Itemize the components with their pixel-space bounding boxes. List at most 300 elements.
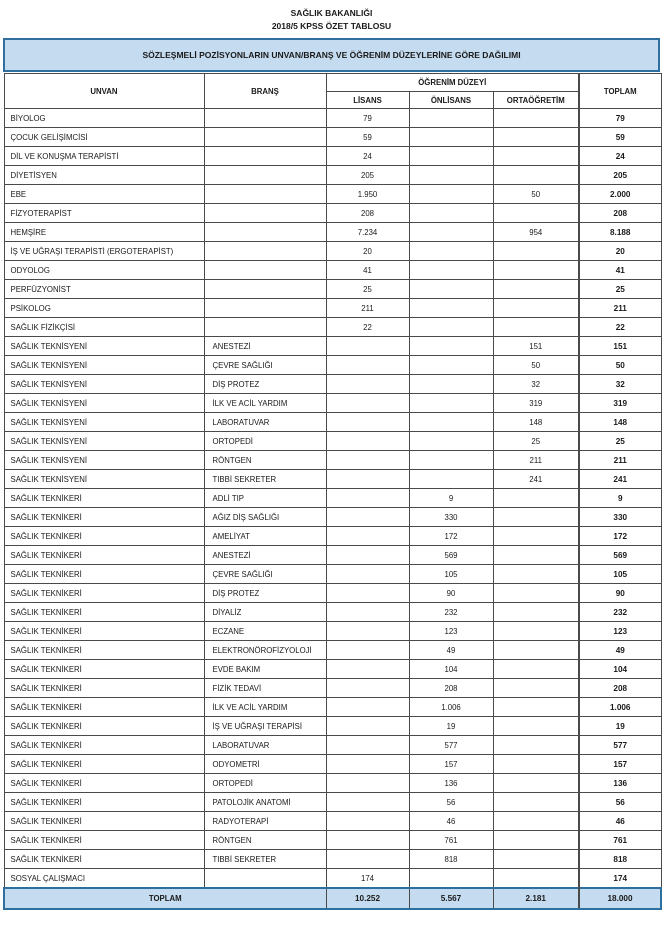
cell-lisans — [326, 489, 409, 508]
cell-unvan: ODYOLOG — [4, 261, 204, 280]
cell-onlisans: 19 — [409, 717, 493, 736]
table-row — [4, 299, 661, 318]
cell-brans — [204, 223, 326, 242]
table-row — [4, 736, 661, 755]
table-row — [4, 280, 661, 299]
cell-onlisans — [409, 223, 493, 242]
cell-ortaogretim — [493, 280, 579, 299]
table-row — [4, 356, 661, 375]
cell-brans — [204, 166, 326, 185]
cell-ortaogretim: 319 — [493, 394, 579, 413]
table-row — [4, 774, 661, 793]
table-row — [4, 812, 661, 831]
cell-toplam: 319 — [579, 394, 661, 413]
table-row — [4, 166, 661, 185]
cell-unvan: SAĞLIK TEKNİKERİ — [4, 584, 204, 603]
cell-ortaogretim — [493, 508, 579, 527]
cell-lisans: 1.950 — [326, 185, 409, 204]
cell-toplam: 205 — [579, 166, 661, 185]
cell-onlisans: 90 — [409, 584, 493, 603]
table-row — [4, 261, 661, 280]
cell-toplam: 577 — [579, 736, 661, 755]
column-header-brans: BRANŞ — [204, 74, 326, 109]
cell-unvan: SAĞLIK TEKNİKERİ — [4, 622, 204, 641]
cell-brans: FİZİK TEDAVİ — [204, 679, 326, 698]
cell-brans: DİŞ PROTEZ — [204, 375, 326, 394]
table-row — [4, 831, 661, 850]
cell-ortaogretim: 50 — [493, 356, 579, 375]
cell-unvan: PERFÜZYONİST — [4, 280, 204, 299]
cell-onlisans: 818 — [409, 850, 493, 869]
cell-brans — [204, 109, 326, 128]
cell-unvan: FİZYOTERAPİST — [4, 204, 204, 223]
column-header-unvan: UNVAN — [4, 74, 204, 109]
cell-unvan: SAĞLIK TEKNİKERİ — [4, 850, 204, 869]
cell-ortaogretim — [493, 603, 579, 622]
cell-onlisans — [409, 109, 493, 128]
cell-brans — [204, 147, 326, 166]
cell-brans — [204, 185, 326, 204]
cell-unvan: BİYOLOG — [4, 109, 204, 128]
cell-brans — [204, 869, 326, 889]
cell-unvan: SAĞLIK TEKNİKERİ — [4, 565, 204, 584]
cell-unvan: SAĞLIK TEKNİKERİ — [4, 679, 204, 698]
cell-toplam: 1.006 — [579, 698, 661, 717]
cell-unvan: SAĞLIK TEKNİSYENİ — [4, 432, 204, 451]
cell-unvan: SAĞLIK TEKNİKERİ — [4, 831, 204, 850]
cell-ortaogretim — [493, 622, 579, 641]
cell-brans: İLK VE ACİL YARDIM — [204, 698, 326, 717]
cell-unvan: SAĞLIK TEKNİKERİ — [4, 660, 204, 679]
cell-lisans: 41 — [326, 261, 409, 280]
cell-onlisans — [409, 147, 493, 166]
cell-toplam: 232 — [579, 603, 661, 622]
cell-unvan: İŞ VE UĞRAŞI TERAPİSTİ (ERGOTERAPİST) — [4, 242, 204, 261]
cell-ortaogretim — [493, 527, 579, 546]
cell-unvan: SAĞLIK TEKNİSYENİ — [4, 394, 204, 413]
cell-onlisans — [409, 280, 493, 299]
column-header-ortaogretim: ORTAÖĞRETİM — [493, 92, 579, 109]
cell-onlisans: 761 — [409, 831, 493, 850]
cell-lisans — [326, 603, 409, 622]
table-row — [4, 204, 661, 223]
cell-lisans — [326, 584, 409, 603]
table-title: 2018/5 KPSS ÖZET TABLOSU — [271, 21, 392, 31]
column-header-lisans: LİSANS — [326, 92, 409, 109]
table-row — [4, 584, 661, 603]
cell-toplam: 79 — [579, 109, 661, 128]
cell-toplam: 818 — [579, 850, 661, 869]
cell-toplam: 208 — [579, 679, 661, 698]
cell-ortaogretim — [493, 299, 579, 318]
cell-brans: ORTOPEDİ — [204, 432, 326, 451]
cell-lisans — [326, 508, 409, 527]
cell-brans: ANESTEZİ — [204, 546, 326, 565]
cell-lisans: 79 — [326, 109, 409, 128]
cell-brans — [204, 204, 326, 223]
cell-lisans — [326, 356, 409, 375]
table-row — [4, 318, 661, 337]
cell-lisans — [326, 470, 409, 489]
summary-sheet — [3, 3, 660, 910]
cell-ortaogretim — [493, 698, 579, 717]
column-header-onlisans: ÖNLİSANS — [409, 92, 493, 109]
cell-toplam: 59 — [579, 128, 661, 147]
cell-ortaogretim — [493, 166, 579, 185]
cell-onlisans — [409, 337, 493, 356]
cell-brans — [204, 280, 326, 299]
cell-onlisans: 208 — [409, 679, 493, 698]
cell-toplam: 211 — [579, 299, 661, 318]
cell-toplam: 151 — [579, 337, 661, 356]
cell-toplam: 761 — [579, 831, 661, 850]
cell-ortaogretim — [493, 147, 579, 166]
cell-onlisans: 123 — [409, 622, 493, 641]
cell-unvan: HEMŞİRE — [4, 223, 204, 242]
cell-brans: DİŞ PROTEZ — [204, 584, 326, 603]
cell-lisans — [326, 736, 409, 755]
cell-brans: TIBBİ SEKRETER — [204, 850, 326, 869]
cell-lisans: 174 — [326, 869, 409, 889]
table-row — [4, 470, 661, 489]
cell-onlisans: 56 — [409, 793, 493, 812]
total-label: TOPLAM — [4, 888, 326, 909]
cell-unvan: SAĞLIK TEKNİKERİ — [4, 489, 204, 508]
cell-unvan: EBE — [4, 185, 204, 204]
cell-lisans: 208 — [326, 204, 409, 223]
cell-toplam: 22 — [579, 318, 661, 337]
cell-ortaogretim — [493, 641, 579, 660]
cell-unvan: ÇOCUK GELİŞİMCİSİ — [4, 128, 204, 147]
cell-lisans: 20 — [326, 242, 409, 261]
cell-brans: ORTOPEDİ — [204, 774, 326, 793]
cell-unvan: SAĞLIK FİZİKÇİSİ — [4, 318, 204, 337]
table-row — [4, 451, 661, 470]
cell-unvan: SAĞLIK TEKNİKERİ — [4, 546, 204, 565]
cell-lisans — [326, 755, 409, 774]
cell-lisans — [326, 660, 409, 679]
cell-ortaogretim — [493, 584, 579, 603]
total-toplam: 18.000 — [579, 888, 661, 909]
cell-lisans — [326, 622, 409, 641]
cell-ortaogretim — [493, 812, 579, 831]
cell-brans — [204, 128, 326, 147]
table-row — [4, 109, 661, 128]
cell-toplam: 90 — [579, 584, 661, 603]
cell-onlisans: 172 — [409, 527, 493, 546]
table-row — [4, 603, 661, 622]
cell-brans: İLK VE ACİL YARDIM — [204, 394, 326, 413]
table-row — [4, 660, 661, 679]
table-row — [4, 793, 661, 812]
cell-unvan: DİL VE KONUŞMA TERAPİSTİ — [4, 147, 204, 166]
cell-brans — [204, 299, 326, 318]
cell-onlisans: 157 — [409, 755, 493, 774]
cell-lisans — [326, 850, 409, 869]
cell-brans: ANESTEZİ — [204, 337, 326, 356]
table-row — [4, 869, 661, 889]
cell-unvan: SAĞLIK TEKNİKERİ — [4, 736, 204, 755]
cell-brans: RÖNTGEN — [204, 831, 326, 850]
cell-unvan: SAĞLIK TEKNİKERİ — [4, 603, 204, 622]
table-row — [4, 242, 661, 261]
table-row — [4, 185, 661, 204]
table-row — [4, 337, 661, 356]
cell-lisans — [326, 812, 409, 831]
cell-ortaogretim — [493, 261, 579, 280]
cell-toplam: 2.000 — [579, 185, 661, 204]
cell-onlisans: 105 — [409, 565, 493, 584]
cell-unvan: SAĞLIK TEKNİSYENİ — [4, 337, 204, 356]
cell-brans: AĞIZ DİŞ SAĞLIĞI — [204, 508, 326, 527]
cell-ortaogretim: 50 — [493, 185, 579, 204]
cell-unvan: SAĞLIK TEKNİKERİ — [4, 793, 204, 812]
cell-ortaogretim — [493, 204, 579, 223]
cell-unvan: SAĞLIK TEKNİSYENİ — [4, 375, 204, 394]
cell-onlisans: 104 — [409, 660, 493, 679]
table-body — [4, 109, 661, 889]
cell-unvan: SAĞLIK TEKNİSYENİ — [4, 470, 204, 489]
cell-onlisans: 49 — [409, 641, 493, 660]
cell-onlisans — [409, 242, 493, 261]
total-onlisans: 5.567 — [409, 888, 493, 909]
cell-brans: TIBBİ SEKRETER — [204, 470, 326, 489]
table-row — [4, 223, 661, 242]
cell-lisans — [326, 774, 409, 793]
cell-lisans — [326, 793, 409, 812]
cell-lisans — [326, 451, 409, 470]
cell-lisans — [326, 679, 409, 698]
cell-brans — [204, 242, 326, 261]
cell-brans: DİYALİZ — [204, 603, 326, 622]
cell-brans: RADYOTERAPİ — [204, 812, 326, 831]
cell-ortaogretim — [493, 546, 579, 565]
header-row — [4, 74, 661, 92]
table-row — [4, 432, 661, 451]
cell-unvan: SAĞLIK TEKNİKERİ — [4, 508, 204, 527]
table-row — [4, 755, 661, 774]
cell-onlisans — [409, 204, 493, 223]
table-row — [4, 698, 661, 717]
cell-onlisans — [409, 394, 493, 413]
cell-ortaogretim — [493, 242, 579, 261]
cell-toplam: 174 — [579, 869, 661, 889]
cell-onlisans — [409, 261, 493, 280]
cell-toplam: 211 — [579, 451, 661, 470]
cell-lisans: 22 — [326, 318, 409, 337]
cell-toplam: 157 — [579, 755, 661, 774]
cell-lisans — [326, 698, 409, 717]
cell-lisans — [326, 831, 409, 850]
cell-toplam: 50 — [579, 356, 661, 375]
cell-brans: İŞ VE UĞRAŞI TERAPİSİ — [204, 717, 326, 736]
cell-brans: RÖNTGEN — [204, 451, 326, 470]
cell-unvan: SOSYAL ÇALIŞMACI — [4, 869, 204, 889]
cell-ortaogretim — [493, 793, 579, 812]
cell-ortaogretim — [493, 489, 579, 508]
cell-toplam: 32 — [579, 375, 661, 394]
cell-ortaogretim — [493, 831, 579, 850]
cell-ortaogretim — [493, 717, 579, 736]
cell-brans — [204, 261, 326, 280]
cell-toplam: 25 — [579, 280, 661, 299]
cell-ortaogretim — [493, 850, 579, 869]
table-row — [4, 489, 661, 508]
cell-brans: ECZANE — [204, 622, 326, 641]
cell-ortaogretim — [493, 318, 579, 337]
cell-unvan: SAĞLIK TEKNİSYENİ — [4, 356, 204, 375]
table-row — [4, 527, 661, 546]
total-lisans: 10.252 — [326, 888, 409, 909]
cell-brans — [204, 318, 326, 337]
ministry-name: SAĞLIK BAKANLIĞI — [290, 8, 373, 18]
cell-lisans: 25 — [326, 280, 409, 299]
cell-lisans — [326, 337, 409, 356]
cell-unvan: SAĞLIK TEKNİKERİ — [4, 698, 204, 717]
cell-unvan: SAĞLIK TEKNİKERİ — [4, 755, 204, 774]
cell-ortaogretim — [493, 565, 579, 584]
cell-lisans — [326, 432, 409, 451]
cell-ortaogretim — [493, 679, 579, 698]
cell-ortaogretim — [493, 660, 579, 679]
cell-onlisans: 577 — [409, 736, 493, 755]
table-row — [4, 375, 661, 394]
cell-brans: AMELİYAT — [204, 527, 326, 546]
cell-unvan: SAĞLIK TEKNİSYENİ — [4, 451, 204, 470]
cell-lisans: 211 — [326, 299, 409, 318]
cell-lisans: 205 — [326, 166, 409, 185]
cell-brans: LABORATUVAR — [204, 736, 326, 755]
cell-brans: ÇEVRE SAĞLIĞI — [204, 565, 326, 584]
cell-unvan: DİYETİSYEN — [4, 166, 204, 185]
cell-onlisans: 9 — [409, 489, 493, 508]
table-row — [4, 565, 661, 584]
cell-brans: PATOLOJİK ANATOMİ — [204, 793, 326, 812]
cell-toplam: 172 — [579, 527, 661, 546]
cell-toplam: 330 — [579, 508, 661, 527]
cell-lisans — [326, 375, 409, 394]
cell-brans: EVDE BAKIM — [204, 660, 326, 679]
cell-toplam: 104 — [579, 660, 661, 679]
cell-lisans — [326, 717, 409, 736]
cell-onlisans — [409, 451, 493, 470]
cell-lisans — [326, 394, 409, 413]
document-header — [3, 3, 660, 33]
cell-onlisans: 1.006 — [409, 698, 493, 717]
cell-onlisans — [409, 375, 493, 394]
cell-lisans: 7.234 — [326, 223, 409, 242]
cell-toplam: 19 — [579, 717, 661, 736]
cell-ortaogretim: 148 — [493, 413, 579, 432]
cell-onlisans: 569 — [409, 546, 493, 565]
cell-lisans — [326, 546, 409, 565]
cell-lisans: 24 — [326, 147, 409, 166]
cell-toplam: 136 — [579, 774, 661, 793]
cell-toplam: 46 — [579, 812, 661, 831]
cell-toplam: 20 — [579, 242, 661, 261]
column-header-ogrenim: ÖĞRENİM DÜZEYİ — [326, 74, 579, 92]
cell-toplam: 25 — [579, 432, 661, 451]
cell-ortaogretim — [493, 128, 579, 147]
cell-unvan: SAĞLIK TEKNİKERİ — [4, 812, 204, 831]
cell-lisans — [326, 565, 409, 584]
total-ortaogretim: 2.181 — [493, 888, 579, 909]
cell-toplam: 56 — [579, 793, 661, 812]
table-subtitle: SÖZLEŞMELİ POZİSYONLARIN UNVAN/BRANŞ VE ÖĞRENİM DÜZEYLERİNE GÖRE DAĞILIMI — [3, 38, 660, 72]
cell-brans: ÇEVRE SAĞLIĞI — [204, 356, 326, 375]
cell-ortaogretim: 241 — [493, 470, 579, 489]
table-row — [4, 679, 661, 698]
cell-ortaogretim: 211 — [493, 451, 579, 470]
cell-toplam: 148 — [579, 413, 661, 432]
cell-ortaogretim — [493, 774, 579, 793]
cell-lisans: 59 — [326, 128, 409, 147]
cell-onlisans — [409, 432, 493, 451]
cell-lisans — [326, 527, 409, 546]
table-row — [4, 622, 661, 641]
cell-toplam: 41 — [579, 261, 661, 280]
cell-brans: ODYOMETRİ — [204, 755, 326, 774]
cell-onlisans — [409, 318, 493, 337]
cell-onlisans — [409, 166, 493, 185]
cell-ortaogretim — [493, 109, 579, 128]
cell-toplam: 241 — [579, 470, 661, 489]
cell-onlisans: 232 — [409, 603, 493, 622]
cell-toplam: 123 — [579, 622, 661, 641]
cell-toplam: 208 — [579, 204, 661, 223]
cell-unvan: SAĞLIK TEKNİKERİ — [4, 641, 204, 660]
cell-brans: LABORATUVAR — [204, 413, 326, 432]
table-row — [4, 641, 661, 660]
table-row — [4, 413, 661, 432]
cell-onlisans — [409, 299, 493, 318]
cell-ortaogretim: 954 — [493, 223, 579, 242]
cell-onlisans — [409, 128, 493, 147]
cell-toplam: 9 — [579, 489, 661, 508]
cell-unvan: SAĞLIK TEKNİSYENİ — [4, 413, 204, 432]
cell-toplam: 8.188 — [579, 223, 661, 242]
cell-ortaogretim: 32 — [493, 375, 579, 394]
column-header-toplam: TOPLAM — [579, 74, 661, 109]
cell-ortaogretim — [493, 736, 579, 755]
cell-onlisans — [409, 356, 493, 375]
cell-unvan: SAĞLIK TEKNİKERİ — [4, 717, 204, 736]
cell-ortaogretim — [493, 869, 579, 889]
table-row — [4, 508, 661, 527]
cell-toplam: 49 — [579, 641, 661, 660]
cell-ortaogretim: 25 — [493, 432, 579, 451]
cell-onlisans — [409, 869, 493, 889]
table-row — [4, 128, 661, 147]
table-row — [4, 394, 661, 413]
cell-ortaogretim — [493, 755, 579, 774]
table-row — [4, 147, 661, 166]
cell-toplam: 569 — [579, 546, 661, 565]
cell-toplam: 24 — [579, 147, 661, 166]
total-row — [4, 888, 661, 909]
table-row — [4, 717, 661, 736]
cell-onlisans — [409, 470, 493, 489]
cell-ortaogretim: 151 — [493, 337, 579, 356]
cell-lisans — [326, 641, 409, 660]
cell-brans: ELEKTRONÖROFİZYOLOJİ — [204, 641, 326, 660]
cell-unvan: SAĞLIK TEKNİKERİ — [4, 527, 204, 546]
cell-onlisans — [409, 413, 493, 432]
cell-lisans — [326, 413, 409, 432]
cell-onlisans: 46 — [409, 812, 493, 831]
cell-onlisans: 330 — [409, 508, 493, 527]
cell-unvan: SAĞLIK TEKNİKERİ — [4, 774, 204, 793]
